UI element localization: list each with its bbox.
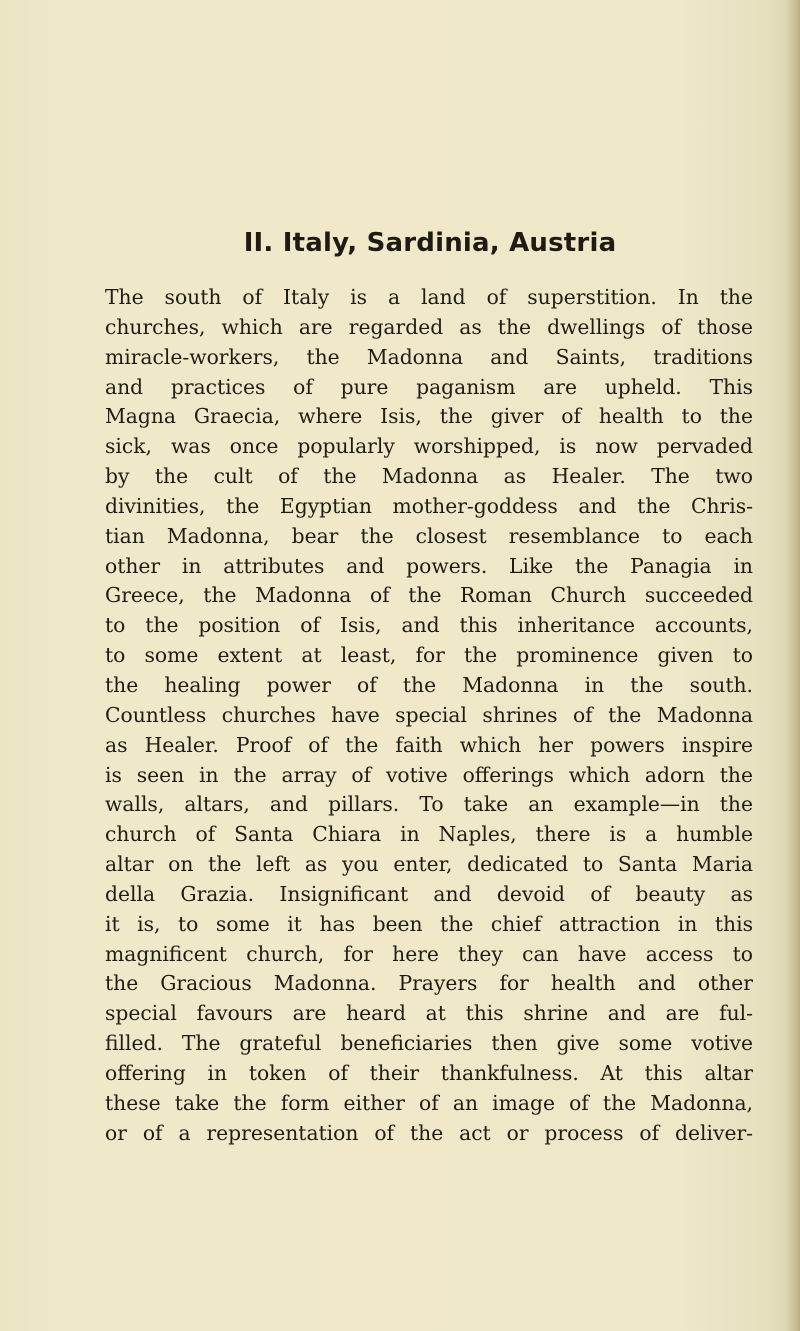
text-line: filled. The grateful beneficiaries then give some votive <box>105 1031 753 1056</box>
text-line: these take the form either of an image of the Madonna, <box>105 1090 753 1115</box>
text-line: is seen in the array of votive offerings which adorn the <box>105 762 753 787</box>
text-line: churches, which are regarded as the dwellings of those <box>105 314 753 339</box>
text-line: it is, to some it has been the chief attraction in this <box>105 911 753 936</box>
text-line: walls, altars, and pillars. To take an example—in the <box>105 792 753 817</box>
text-line: or of a representation of the act or process of deliver- <box>105 1120 753 1145</box>
body-paragraph <box>105 283 753 1148</box>
text-line: offering in token of their thankfulness. At this altar <box>105 1060 753 1085</box>
text-line: and practices of pure paganism are upheld. This <box>105 374 753 399</box>
text-line: Magna Graecia, where Isis, the giver of health to the <box>105 404 753 429</box>
text-line: The south of Italy is a land of superstition. In the <box>105 285 753 309</box>
text-line: as Healer. Proof of the faith which her powers inspire <box>105 732 753 757</box>
text-line: to some extent at least, for the prominence given to <box>105 643 753 668</box>
section-heading: II. Italy, Sardinia, Austria <box>243 228 617 258</box>
text-line: Countless churches have special shrines of the Madonna <box>105 702 753 727</box>
text-line: the Gracious Madonna. Prayers for health and other <box>105 971 753 996</box>
text-line: sick, was once popularly worshipped, is now pervaded <box>105 434 753 459</box>
text-line: church of Santa Chiara in Naples, there is a humble <box>105 822 753 847</box>
page-edge-shadow <box>786 0 800 1331</box>
text-line: della Grazia. Insignificant and devoid of beauty as <box>105 881 753 906</box>
text-line: divinities, the Egyptian mother-goddess and the Chris- <box>105 493 753 518</box>
text-line: altar on the left as you enter, dedicated to Santa Maria <box>105 852 753 877</box>
text-line: miracle-workers, the Madonna and Saints, traditions <box>105 344 753 369</box>
text-line: the healing power of the Madonna in the south. <box>105 672 753 697</box>
text-line: special favours are heard at this shrine and are ful- <box>105 1001 753 1026</box>
text-line: other in attributes and powers. Like the Panagia in <box>105 553 753 578</box>
text-line: magnificent church, for here they can have access to <box>105 941 753 966</box>
text-line: by the cult of the Madonna as Healer. The two <box>105 464 753 489</box>
text-line: tian Madonna, bear the closest resemblance to each <box>105 523 753 548</box>
text-line: Greece, the Madonna of the Roman Church succeeded <box>105 583 753 608</box>
text-line: to the position of Isis, and this inheritance accounts, <box>105 613 753 638</box>
